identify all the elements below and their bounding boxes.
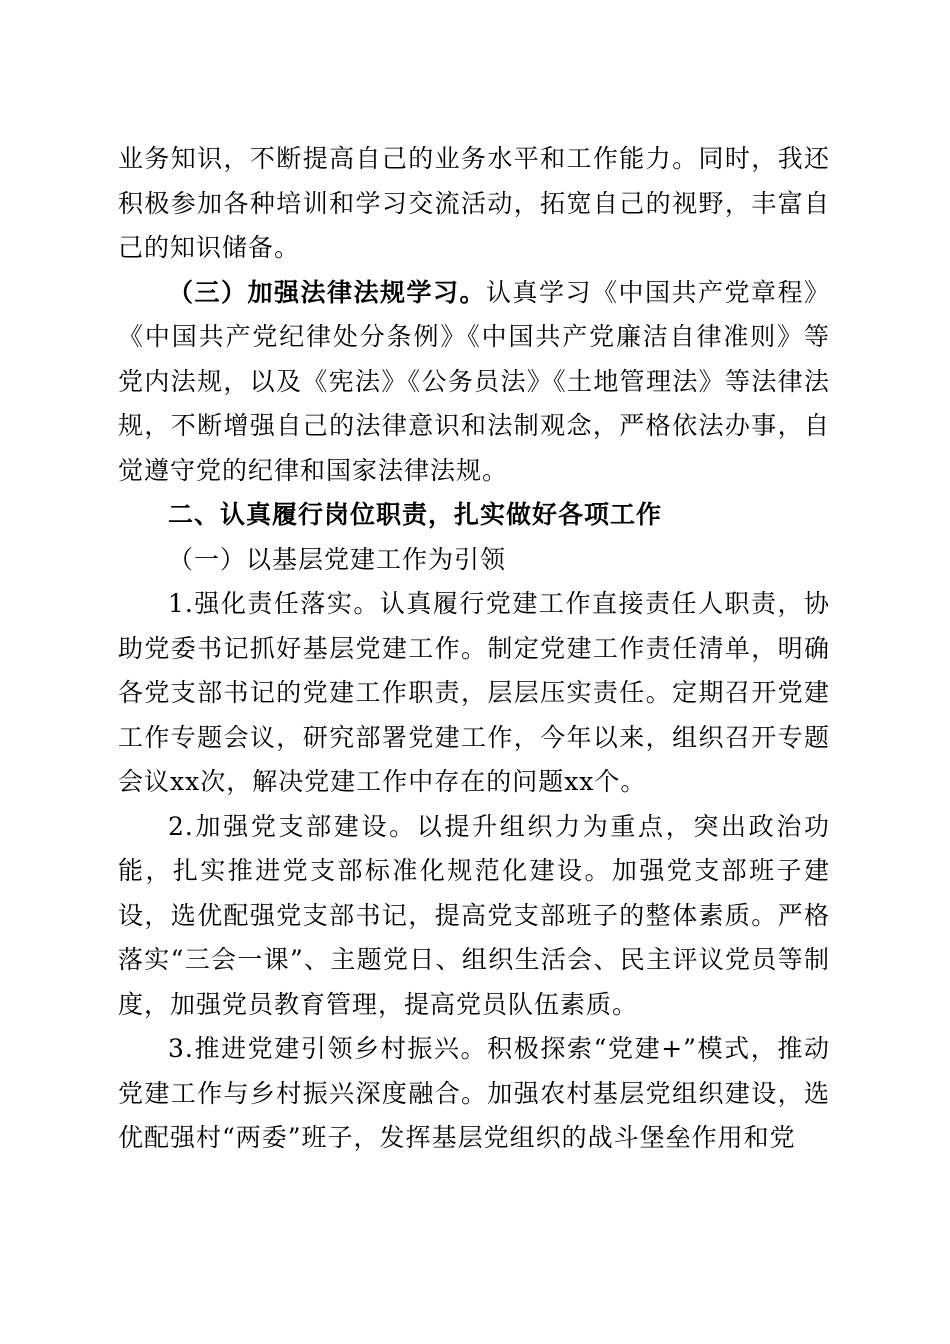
paragraph-text: 业务知识，不断提高自己的业务水平和工作能力。同时，我还积极参加各种培训和学习交流活动，拓宽自己的视野，丰富自己的知识储备。 <box>118 144 830 262</box>
paragraph-text: 认真学习《中国共产党章程》《中国共产党纪律处分条例》《中国共产党廉洁自律准则》等党内法规，以及《宪法》《公务员法》《土地管理法》等法律法规，不断增强自己的法律意识和法制观念，严格依法办事，自觉遵守党的纪律和国家法律法规。 <box>118 277 830 485</box>
document-body <box>118 137 830 1161</box>
paragraph-text: 1.强化责任落实。认真履行党建工作直接责任人职责，协助党委书记抓好基层党建工作。制定党建工作责任清单，明确各党支部书记的党建工作职责，层层压实责任。定期召开党建工作专题会议，研究部署党建工作，今年以来，组织召开专题会议xx次，解决党建工作中存在的问题xx个。 <box>118 589 830 796</box>
section-heading-text: 二、认真履行岗位职责，扎实做好各项工作 <box>168 500 663 529</box>
subsection-heading-text: （一）以基层党建工作为引领 <box>168 544 507 574</box>
paragraph-item-2 <box>118 805 830 1028</box>
paragraph-item-1 <box>118 582 830 805</box>
paragraph-item-3 <box>118 1027 830 1161</box>
paragraph-continuation <box>118 137 830 271</box>
paragraph-law-study <box>118 271 830 494</box>
paragraph-text: 3.推进党建引领乡村振兴。积极探索“党建+”模式，推动党建工作与乡村振兴深度融合。加强农村基层党组织建设，选优配强村“两委”班子，发挥基层党组织的战斗堡垒作用和党 <box>118 1034 830 1152</box>
paragraph-lead-heading: （三）加强法律法规学习。 <box>168 277 486 307</box>
subsection-heading-one <box>118 538 830 583</box>
section-heading-two <box>118 493 830 538</box>
paragraph-text: 2.加强党支部建设。以提升组织力为重点，突出政治功能，扎实推进党支部标准化规范化建设。加强党支部班子建设，选优配强党支部书记，提高党支部班子的整体素质。严格落实“三会一课”、主题党日、组织生活会、民主评议党员等制度，加强党员教育管理，提高党员队伍素质。 <box>118 811 830 1019</box>
